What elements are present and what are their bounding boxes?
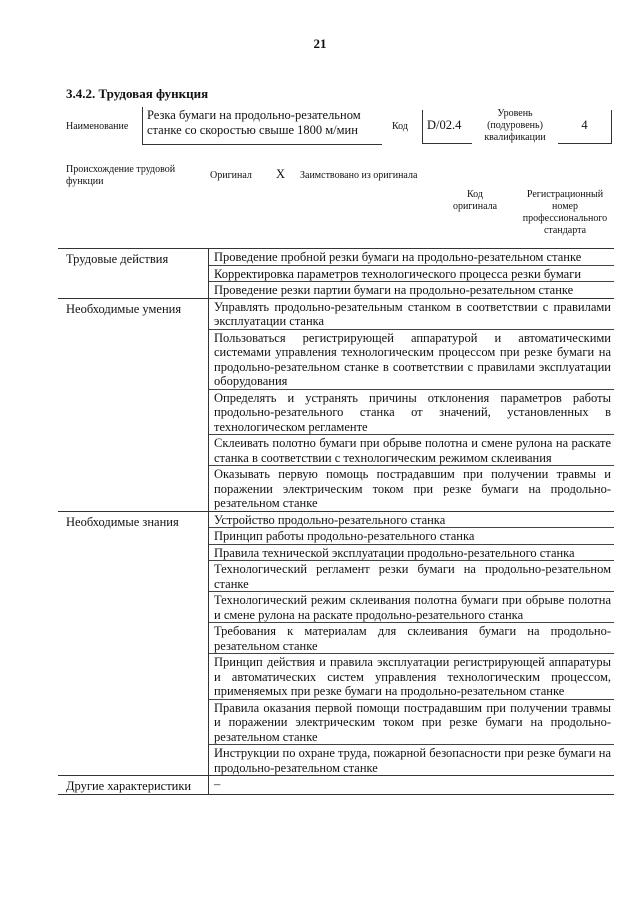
- original-label: Оригинал: [210, 170, 252, 181]
- table-row: [58, 249, 614, 299]
- code-original-label: Код оригинала: [452, 189, 498, 212]
- list-item: Определять и устранять причины отклонения параметров работы продольно-резательного станка от значений, установленных в технологическом регламенте: [209, 390, 614, 436]
- origin-label: Происхождение трудовой функции: [66, 164, 176, 187]
- section-title: 3.4.2. Трудовая функция: [66, 86, 209, 101]
- row-items: [209, 511, 615, 776]
- list-item: Склеивать полотно бумаги при обрыве полотна и смене рулона на раскате станка в соответствии с технологическим режимом склеивания: [209, 435, 614, 466]
- list-item: Технологический режим склеивания полотна бумаги при обрыве полотна и смене рулона на раскате продольно-резательного станка: [209, 592, 614, 623]
- list-item: Проведение резки партии бумаги на продольно-резательном станке: [214, 283, 574, 297]
- row-label: Необходимые умения: [58, 298, 209, 511]
- list-item: Правила оказания первой помощи пострадавшим при получении травмы и поражении электрическим током при резке бумаги на продольно-резательном станке: [209, 700, 614, 746]
- row-label: Другие характеристики: [58, 776, 209, 795]
- list-item: Пользоваться регистрирующей аппаратурой и автоматическими системами управления технологическим процессом при резке бумаги на продольно-резательном станке в соответствии с правилами эксплуатации оборудования: [209, 330, 614, 390]
- row-label: Необходимые знания: [58, 511, 209, 776]
- level-label: Уровень (подуровень) квалификации: [484, 108, 546, 143]
- list-item: Инструкции по охране труда, пожарной безопасности при резке бумаги на продольно-резательном станке: [214, 746, 611, 775]
- function-name-value: Резка бумаги на продольно-резательном станке со скоростью свыше 1800 м/мин: [147, 108, 361, 137]
- level-box: [558, 110, 612, 144]
- list-item: Принцип работы продольно-резательного станка: [209, 528, 614, 545]
- table-row: [58, 776, 614, 795]
- borrowed-label: Заимствовано из оригинала: [300, 170, 418, 181]
- code-value: D/02.4: [427, 118, 462, 132]
- list-item: Проведение пробной резки бумаги на продольно-резательном станке: [209, 249, 614, 266]
- function-name-box: [142, 107, 382, 145]
- row-items: [209, 776, 615, 795]
- table-row: [58, 298, 614, 511]
- list-item: Устройство продольно-резательного станка: [209, 512, 614, 529]
- level-value: 4: [581, 118, 588, 132]
- list-item: Правила технической эксплуатации продольно-резательного станка: [209, 545, 614, 562]
- row-items: [209, 298, 615, 511]
- row-label: Трудовые действия: [58, 249, 209, 299]
- list-item: Управлять продольно-резательным станком в соответствии с правилами эксплуатации станка: [209, 299, 614, 330]
- function-details-table: [58, 248, 614, 795]
- code-box: [422, 110, 472, 144]
- row-items: [209, 249, 615, 299]
- list-item: Требования к материалам для склеивания бумаги на продольно-резательном станке: [209, 623, 614, 654]
- list-item: Корректировка параметров технологического процесса резки бумаги: [209, 266, 614, 283]
- list-item: Принцип действия и правила эксплуатации регистрирующей аппаратуры и автоматических систем управления технологическим процессом, применяемых при резке бумаги на продольно-резательном станке: [209, 654, 614, 700]
- code-label: Код: [392, 121, 408, 132]
- original-mark: X: [276, 167, 286, 181]
- table-row: [58, 511, 614, 776]
- page-number: 21: [313, 36, 327, 51]
- reg-number-label: Регистрационный номер профессионального стандарта: [522, 189, 608, 236]
- list-item: Оказывать первую помощь пострадавшим при получении травмы и поражении электрическим током при резке бумаги на продольно-резательном станке: [214, 467, 611, 510]
- list-item: Технологический регламент резки бумаги на продольно-резательном станке: [209, 561, 614, 592]
- list-item: –: [214, 777, 221, 791]
- name-label: Наименование: [66, 121, 129, 132]
